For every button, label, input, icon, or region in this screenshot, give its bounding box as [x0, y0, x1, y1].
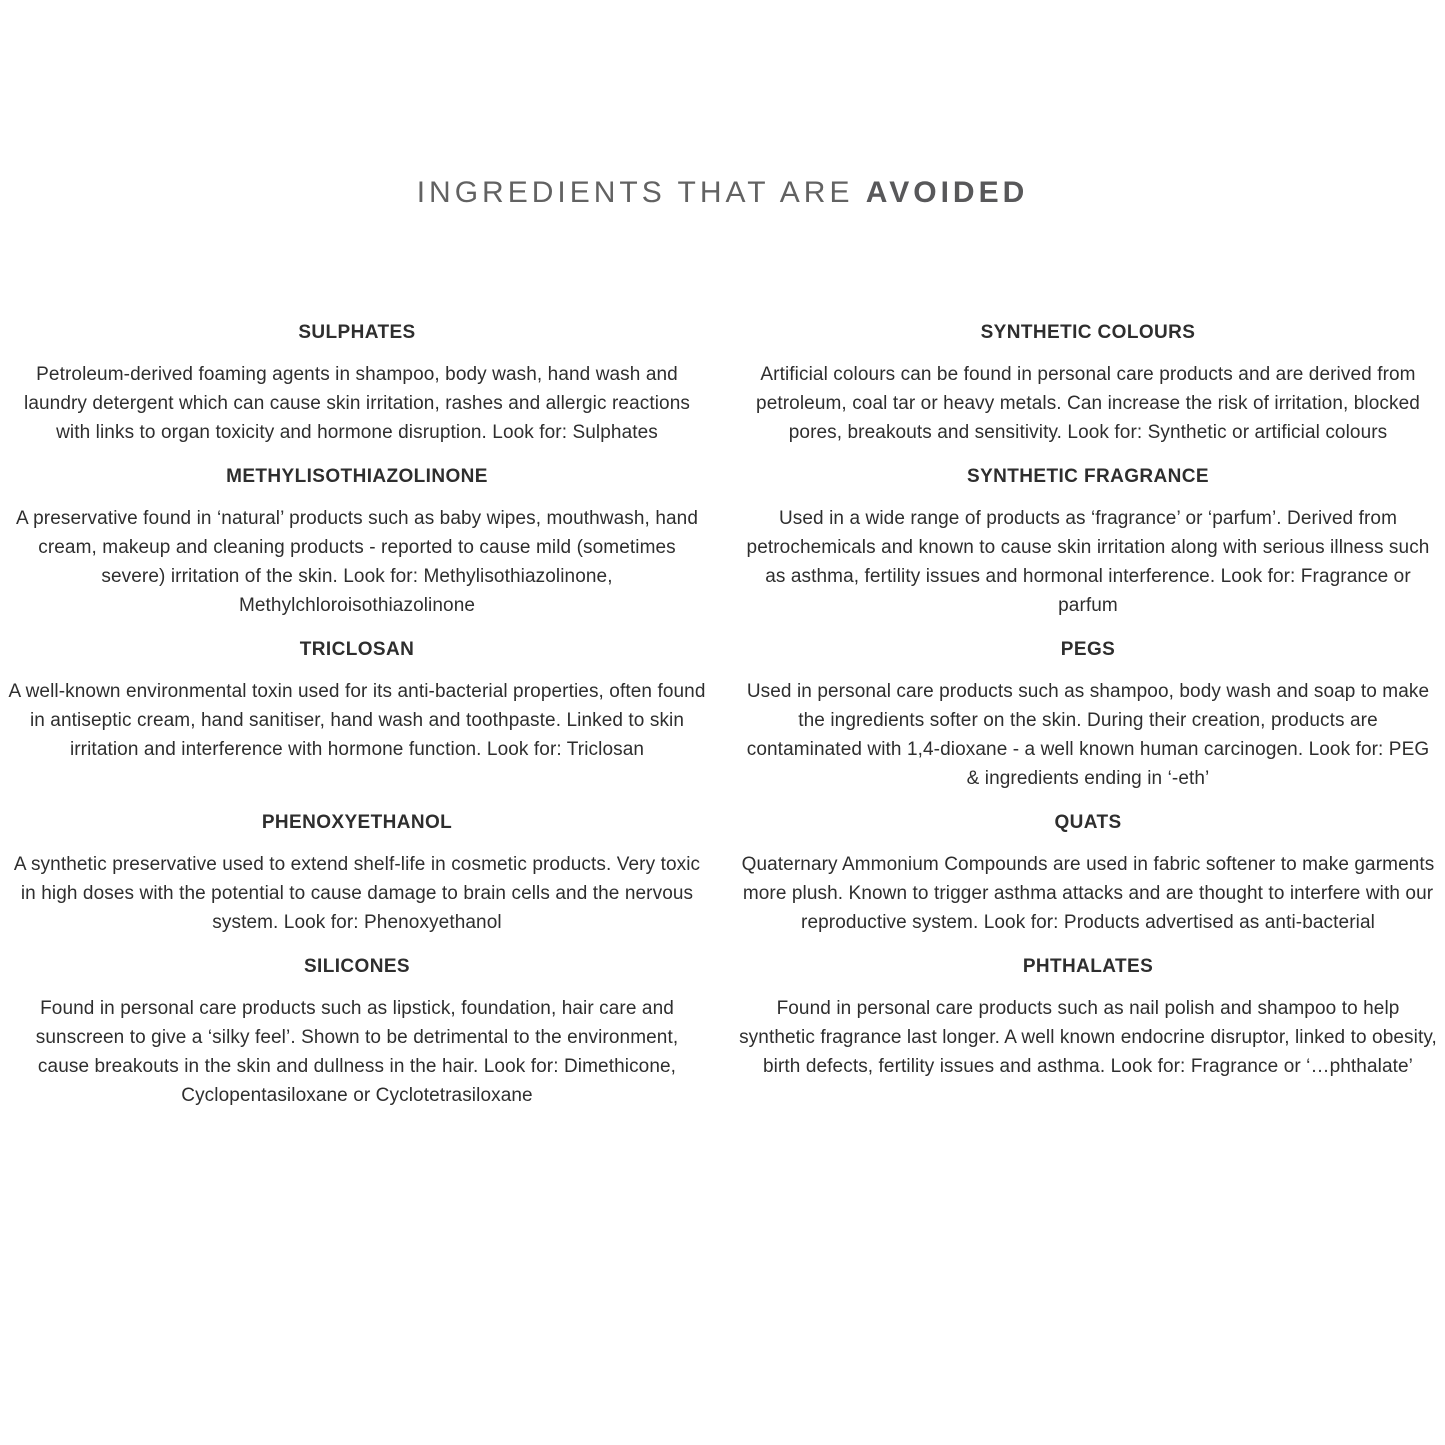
section-quats: [739, 808, 1437, 937]
section-synthetic-colours: [739, 318, 1437, 447]
section-body: Petroleum-derived foaming agents in shampoo, body wash, hand wash and laundry detergent which can cause skin irritation, rashes and allergic reactions with links to organ toxicity and hormone disruption. Look for: Sulphates: [24, 364, 690, 443]
section-body: A well-known environmental toxin used for its anti-bacterial properties, often found in antiseptic cream, hand sanitiser, hand wash and toothpaste. Linked to skin irritation and interference with hormone function. Look for: Triclosan: [8, 681, 706, 760]
section-triclosan: [8, 635, 706, 764]
section-heading: SYNTHETIC COLOURS: [980, 322, 1196, 343]
section-heading: SILICONES: [303, 956, 410, 977]
section-body: Quaternary Ammonium Compounds are used in fabric softener to make garments more plush. Known to trigger asthma attacks and are thought to interfere with our reproductive system. Look for: Products advertised as anti-bacterial: [741, 854, 1435, 933]
section-heading: SULPHATES: [298, 322, 416, 343]
section-body: A preservative found in ‘natural’ products such as baby wipes, mouthwash, hand cream, makeup and cleaning products - reported to cause mild (sometimes severe) irritation of the skin. Look for: Methylisothiazolinone, Methylchloroisothiazolinone: [16, 508, 698, 616]
section-methylisothiazolinone: [8, 462, 706, 620]
page-title-regular: INGREDIENTS THAT ARE: [416, 176, 866, 209]
section-pegs: [739, 635, 1437, 793]
section-heading: METHYLISOTHIAZOLINONE: [226, 466, 488, 487]
page-title-bold: AVOIDED: [865, 176, 1029, 209]
section-body: Found in personal care products such as lipstick, foundation, hair care and sunscreen to give a ‘silky feel’. Shown to be detrimental to the environment, cause breakouts in the skin and dullness in the hair. Look for: Dimethicone, Cyclopentasiloxane or Cyclotetrasiloxane: [35, 998, 679, 1106]
section-heading: PHENOXYETHANOL: [261, 812, 453, 833]
page-title: [8, 175, 1437, 210]
section-phthalates: [739, 952, 1437, 1081]
section-body: A synthetic preservative used to extend shelf-life in cosmetic products. Very toxic in high doses with the potential to cause damage to brain cells and the nervous system. Look for: Phenoxyethanol: [13, 854, 701, 933]
sections-grid: [8, 318, 1437, 1110]
section-body: Artificial colours can be found in personal care products and are derived from petroleum, coal tar or heavy metals. Can increase the risk of irritation, blocked pores, breakouts and sensitivity. Look for: Synthetic or artificial colours: [756, 364, 1420, 443]
section-synthetic-fragrance: [739, 462, 1437, 620]
section-heading: PHTHALATES: [1022, 956, 1154, 977]
section-silicones: [8, 952, 706, 1110]
section-body: Used in a wide range of products as ‘fragrance’ or ‘parfum’. Derived from petrochemicals and known to cause skin irritation along with serious illness such as asthma, fertility issues and hormonal interference. Look for: Fragrance or parfum: [746, 508, 1430, 616]
section-body: Found in personal care products such as nail polish and shampoo to help synthetic fragrance last longer. A well known endocrine disruptor, linked to obesity, birth defects, fertility issues and asthma. Look for: Fragrance or ‘…phthalate’: [739, 998, 1437, 1077]
section-heading: PEGS: [1060, 639, 1116, 660]
section-phenoxyethanol: [8, 808, 706, 937]
section-sulphates: [8, 318, 706, 447]
section-heading: SYNTHETIC FRAGRANCE: [967, 466, 1209, 487]
section-heading: TRICLOSAN: [299, 639, 415, 660]
section-body: Used in personal care products such as shampoo, body wash and soap to make the ingredients softer on the skin. During their creation, products are contaminated with 1,4-dioxane - a well known human carcinogen. Look for: PEG & ingredients ending in ‘-eth’: [746, 681, 1430, 789]
section-heading: QUATS: [1054, 812, 1122, 833]
